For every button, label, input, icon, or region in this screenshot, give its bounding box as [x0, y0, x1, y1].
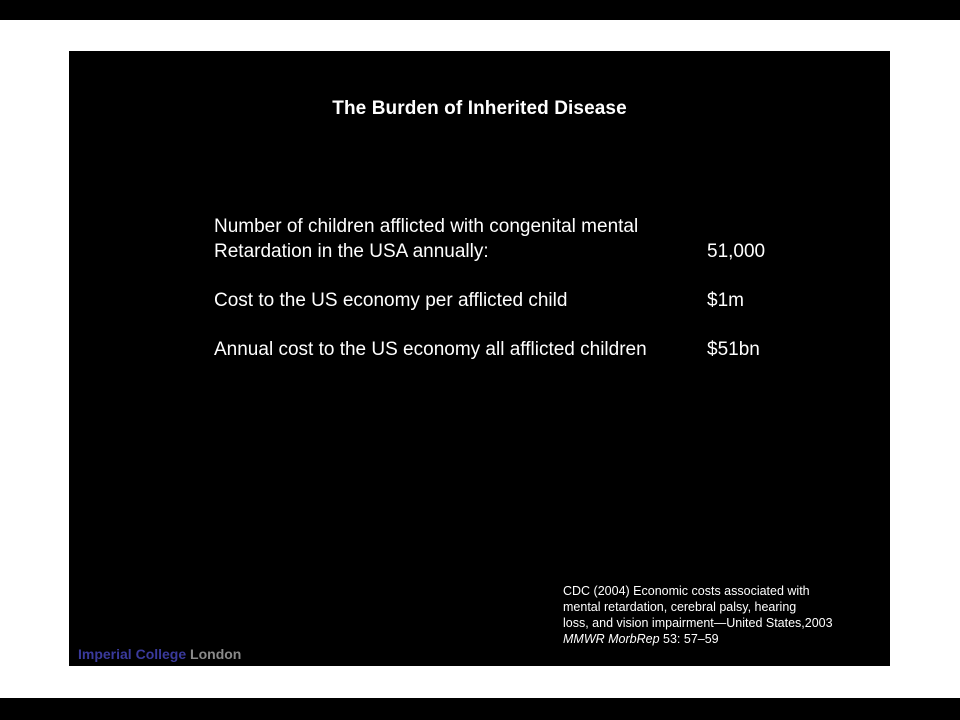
stat-label: Cost to the US economy per afflicted child	[214, 290, 568, 311]
stat-value: $1m	[707, 290, 744, 311]
slide	[69, 51, 890, 666]
stat-value: 51,000	[707, 241, 766, 262]
stat-value: $51bn	[707, 339, 760, 360]
imperial-college-logo	[78, 646, 241, 662]
citation-line: CDC (2004) Economic costs associated with	[563, 584, 810, 598]
citation-line: mental retardation, cerebral palsy, hearing	[563, 600, 797, 614]
citation-journal: MMWR MorbRep	[563, 632, 660, 646]
citation-journal-line	[563, 631, 833, 647]
stat-label-line1: Number of children afflicted with congenital mental	[214, 216, 639, 237]
citation-line: loss, and vision impairment—United States,2003	[563, 616, 833, 630]
stat-label-line2: Retardation in the USA annually:	[214, 241, 489, 262]
stat-label: Annual cost to the US economy all afflicted children	[214, 339, 647, 360]
stat-label	[214, 214, 694, 264]
citation-ref: 53: 57–59	[659, 632, 719, 646]
slide-title: The Burden of Inherited Disease	[332, 98, 627, 119]
logo-london: London	[190, 646, 242, 662]
citation	[563, 583, 833, 647]
logo-imperial-college: Imperial College	[78, 646, 187, 662]
